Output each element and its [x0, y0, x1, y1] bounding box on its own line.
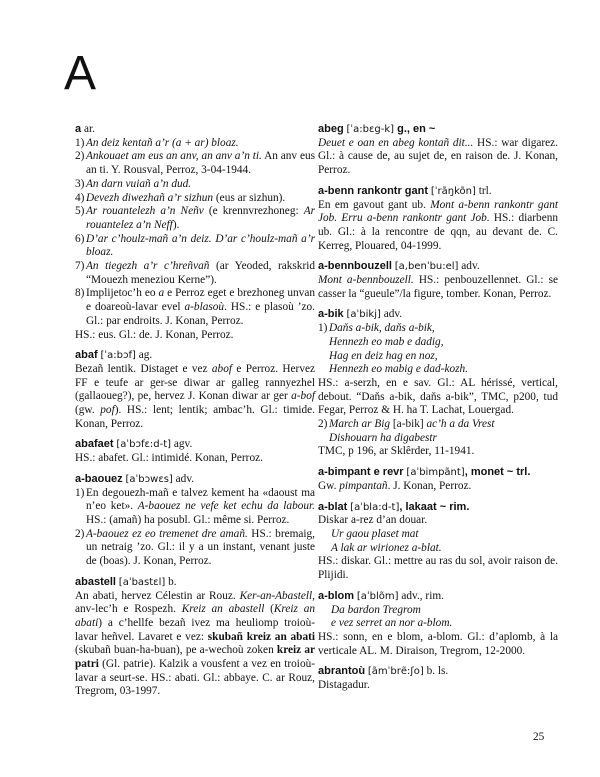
sense-text: Ankouaet am eus an anv, an anv a’n ti. An anv eus an ti. Y. Rousval, Perroz, 3-04-1944.	[86, 150, 316, 177]
entry-abeg	[318, 123, 558, 178]
grammar: adv.	[380, 308, 403, 321]
headword: a-bimpant e revr	[318, 466, 404, 479]
left-column	[75, 123, 315, 706]
definition: Bezañ lentik. Distaget e vez abof e Perroz. Hervez FF e teufe ar ger-se diwar ar galleg rannyezhel (gallaoueg?), pe, hervez J. Konan diwar ar ger a-bof (gw. pof). HS.: lent; lentik; ambac’h. Gl.: timide. Konan, Perroz.	[75, 362, 316, 430]
definition: HS.: diskar. Gl.: mettre au ras du sol, avoir raison de. Plijidi.	[318, 555, 559, 582]
sense-number: 1)	[75, 136, 85, 149]
pronunciation: [aˈblõm]	[356, 590, 399, 602]
headword: a-blom	[318, 589, 355, 602]
right-column	[318, 123, 558, 700]
definition: En em gavout gant ub. Mont a-benn rankontr gant Job. Erru a-benn rankontr gant Job. HS.: diarbenn ub. Gl.: à la rencontre de qqn, au devant de. C. Kerreg, Plouared, 04-1999.	[318, 198, 559, 252]
entry-abrantou	[318, 665, 558, 692]
sense-number: 4)	[75, 191, 85, 204]
grammar: b. ls.	[423, 665, 449, 678]
definition: An abati, hervez Célestin ar Rouz. Ker-an-Abastell, anv-lec’h e Rospezh. Kreiz an abastell (Kreiz an abati) a c’hellfe bezañ ivez ma heuliomp troioù-lavar heñvel. Lavaret e vez: skubañ kreiz an abati (skubañ buan-ha-buan), pe a-wechoù zoken kreiz ar patri (Gl. patrie). Kalzik a vousfent a vez en troioù-lavar a seurt-se. HS.: abati. Gl.: abbaye. C. ar Rouz, Tregrom, 03-1997.	[75, 589, 316, 698]
verse-line: Daňs a-bik, daňs a-bik,	[329, 322, 435, 335]
entry-a-blat	[318, 501, 558, 583]
headword: a-benn rankontr gant	[318, 184, 429, 197]
sense-text: D’ar c’houlz-mañ a’n deiz. D’ar c’houlz-mañ a’r bloaz.	[86, 232, 315, 259]
grammar: adv.	[172, 472, 195, 485]
grammar: b.	[165, 575, 177, 588]
verse-line: e vez serret an nor a-blom.	[331, 617, 453, 630]
sense-number: 2)	[75, 150, 85, 163]
definition: Deuet e oan en abeg kontañ dit... HS.: war digarez. Gl.: à cause de, au sujet de, en raison de. J. Konan, Perroz.	[318, 136, 558, 177]
entry-a-benn-rankontr-gant	[318, 185, 558, 254]
verse-line: Hennezh eo mabig e dad-kozh.	[329, 363, 468, 376]
entry-a-bennbouzell	[318, 260, 558, 301]
entry-abaf	[75, 349, 315, 431]
definition: Diskar a-rez d’an douar.	[318, 514, 428, 527]
sense-number: 1)	[318, 322, 328, 335]
pronunciation: [aˈbikj]	[346, 309, 381, 321]
headword: a-bennbouzell	[318, 260, 392, 273]
pronunciation: [ˈa:bɔf]	[100, 350, 136, 362]
sense-text: A-baouez ez eo tremenet dre amañ. HS.: bremaig, un netraig ’zo. Gl.: il y a un instant, venant juste de (boas). J. Konan, Perroz.	[86, 527, 316, 568]
headword: a-bik	[318, 308, 344, 321]
entry-a	[75, 123, 315, 342]
entry-a-bik	[318, 308, 558, 459]
headword: abafaet	[75, 438, 114, 451]
headword: a	[75, 123, 82, 135]
entry-abastell	[75, 576, 315, 699]
section-letter: A	[64, 47, 97, 100]
grammar: trl.	[475, 184, 492, 197]
sense-text: Devezh diwezhañ a’r sizhun (eus ar sizhun).	[86, 191, 286, 204]
sense-number: 1)	[75, 486, 85, 499]
verse-line: Hennezh eo mab e dadig,	[329, 335, 444, 348]
grammar: adv., rim.	[398, 589, 444, 602]
sense-number: 3)	[75, 177, 85, 190]
sense-number: 2)	[318, 418, 328, 431]
page-number: 25	[533, 731, 545, 743]
pronunciation: [aˈbla:d-t]	[350, 501, 400, 513]
headword: abastell	[75, 575, 116, 588]
sense-number: 7)	[75, 260, 85, 273]
pronunciation: [ãmˈbrẽ:ʃo]	[367, 666, 424, 678]
definition: HS.: abafet. Gl.: intimidé. Konan, Perroz.	[75, 452, 263, 465]
verse-line: Hag en deiz hag en noz,	[329, 349, 438, 362]
verse-line: Dishouarn ha digabestr	[329, 431, 437, 444]
verse-line: A lak ar wirionez a-blat.	[331, 541, 442, 554]
entry-abafaet	[75, 438, 315, 465]
entry-a-baouez	[75, 473, 315, 569]
sense-text: Implijetoc’h eo a e Perroz eget e brezhoneg unvan e doareoù-lavar evel a-blasoù. HS.: e plasoù ’zo. Gl.: par endroits. J. Konan, Perroz.	[86, 287, 315, 327]
pronunciation: [ˈrãŋkõn]	[430, 185, 476, 197]
grammar: adv.	[458, 260, 480, 273]
sense-number: 2)	[75, 527, 85, 540]
sense-text: An darn vuiañ a’n dud.	[86, 177, 192, 190]
pronunciation: [a,benˈbu:el]	[394, 261, 459, 273]
headword: a-blat	[318, 500, 348, 513]
headword: abeg	[318, 123, 344, 135]
headword: abrantoù	[318, 665, 366, 678]
definition: Mont a-bennbouzell. HS.: penbouzellennet. Gl.: se casser la “gueule”/la figure, tomber. Konan, Perroz.	[318, 274, 558, 300]
sense-text: En degouezh-mañ e talvez kement ha «daoust ma n’eo ket». A-baouez ne vefe ket echu da labour. HS.: (amañ) ha posubl. Gl.: même si. Perroz.	[86, 486, 315, 526]
entry-a-bimpant	[318, 466, 558, 493]
definition: HS.: a-serzh, en e sav. Gl.: AL hérissé, vertical, debout. “Daňs a-bik, daňs a-bik”, TMC, p200, tud Fegar, Perroz & H. ha T. Lachat, Louergad.	[318, 376, 558, 417]
entry-a-blom	[318, 590, 558, 659]
pronunciation: [ˈa:bɛg-k]	[346, 124, 395, 135]
entry-tail: TMC, p 196, ar Sklêrder, 11-1941.	[318, 445, 475, 458]
grammar: agv.	[171, 438, 193, 451]
sense-text: An deiz kentañ a’r (a + ar) bloaz.	[86, 136, 239, 149]
headword: abaf	[75, 349, 98, 362]
headword: a-baouez	[75, 472, 123, 485]
sense-text: An tiegezh a’r c’hreñvañ (ar Yeoded, rakskrid “Mouezh meneziou Kerne”).	[86, 260, 316, 286]
grammar: g., en ~	[394, 123, 436, 135]
pronunciation: [aˈbɔfɛ:d-t]	[116, 439, 172, 451]
pronunciation: [aˈbɔwɛs]	[125, 473, 173, 485]
verse-line: Da bardon Tregrom	[331, 603, 421, 616]
definition: Distagadur.	[318, 679, 370, 692]
pronunciation: [aˈbimpãnt]	[406, 467, 465, 479]
sense-number: 6)	[75, 232, 85, 245]
grammar: ag.	[135, 349, 153, 362]
definition: Gw. pimpantañ. J. Konan, Perroz.	[318, 479, 472, 492]
sense-number: 5)	[75, 205, 85, 218]
grammar: , monet ~ trl.	[464, 466, 531, 479]
verse-line: Ur gaou plaset mat	[331, 527, 419, 540]
sense-text: Ar rouantelezh a’n Neñv (e krennvrezhoneg: Ar rouantelez a’n Neff).	[86, 205, 315, 231]
entry-tail: HS.: eus. Gl.: de. J. Konan, Perroz.	[75, 328, 234, 341]
definition: HS.: sonn, en e blom, a-blom. Gl.: d’aplomb, à la verticale AL. M. Diraison, Tregrom, 12-2000.	[318, 630, 558, 657]
verse-line: March ar Big [a-bik] ac’h a da Vrest	[329, 418, 495, 431]
grammar: , lakaat ~ rim.	[399, 500, 470, 513]
grammar: ar.	[81, 123, 95, 135]
sense-number: 8)	[75, 287, 85, 300]
pronunciation: [aˈbastɛl]	[118, 576, 166, 588]
